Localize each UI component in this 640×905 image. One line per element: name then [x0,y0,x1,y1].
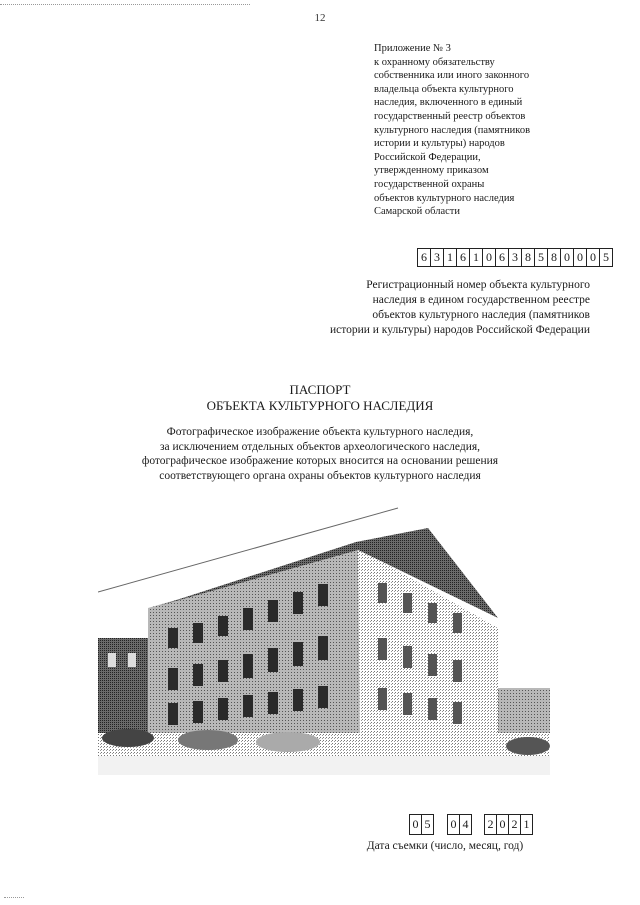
registration-digit: 6 [418,249,431,266]
registration-caption [260,278,590,338]
appendix-line: объектов культурного наследия [374,192,515,204]
date-digit: 0 [410,815,422,834]
photo-date-year [484,814,533,835]
registration-digit: 8 [548,249,561,266]
appendix-note [374,42,614,219]
photo-date-day [409,814,434,835]
photo-date-month [447,814,472,835]
passport-title-line: ПАСПОРТ [289,382,351,397]
registration-number-boxes [417,248,613,267]
photo-date-caption: Дата съемки (число, месяц, год) [366,840,524,852]
registration-caption-line: истории и культуры) народов Российской Федерации [329,324,590,336]
registration-digit: 5 [535,249,548,266]
registration-caption-line: наследия в едином государственном реестре [372,294,590,306]
appendix-line: к охранному обязательству [374,56,495,68]
registration-digit: 3 [431,249,444,266]
passport-subtitle-line: Фотографическое изображение объекта культурного наследия, [166,426,474,438]
appendix-line: истории и культуры) народов [374,138,505,150]
registration-digit: 8 [522,249,535,266]
date-digit: 2 [509,815,521,834]
registration-caption-line: Регистрационный номер объекта культурного [366,279,590,291]
registration-digit: 0 [561,249,574,266]
registration-digit: 6 [457,249,470,266]
registration-digit: 0 [587,249,600,266]
passport-subtitle-line: фотографическое изображение которых вносится на основании решения [141,455,499,467]
registration-digit: 0 [574,249,587,266]
registration-digit: 1 [470,249,483,266]
appendix-line: культурного наследия (памятников [374,124,531,136]
passport-subtitle-line: за исключением отдельных объектов археологического наследия, [159,440,481,453]
appendix-line: наследия, включенного в единый [374,97,523,109]
appendix-line: государственный реестр объектов [374,110,526,122]
registration-caption-line: объектов культурного наследия (памятников [372,309,590,321]
date-digit: 1 [523,817,530,831]
appendix-line: Российской Федерации, [374,151,481,163]
date-digit: 0 [497,815,509,834]
date-digit: 5 [424,817,431,831]
date-digit: 2 [485,815,497,834]
top-dotted-rule [0,4,250,5]
passport-title [0,382,640,414]
registration-digit: 5 [603,250,609,264]
passport-subtitle-line: соответствующего органа охраны объектов культурного наследия [159,469,481,482]
passport-subtitle [0,425,640,483]
date-digit: 4 [462,817,469,831]
date-digit: 0 [448,815,460,834]
appendix-line: государственной охраны [374,178,485,190]
appendix-line: Приложение № 3 [374,43,451,54]
registration-digit: 3 [509,249,522,266]
building-photo [98,488,550,775]
appendix-line: владельца объекта культурного [374,83,514,95]
bottom-dotted-mark [4,897,24,898]
registration-digit: 0 [483,249,496,266]
page-number: 12 [314,12,326,24]
appendix-line: собственника или иного законного [374,70,530,82]
appendix-line: утвержденному приказом [374,165,489,177]
registration-digit: 1 [444,249,457,266]
registration-digit: 6 [496,249,509,266]
passport-title-line: ОБЪЕКТА КУЛЬТУРНОГО НАСЛЕДИЯ [206,398,434,413]
appendix-line: Самарской области [374,206,460,218]
